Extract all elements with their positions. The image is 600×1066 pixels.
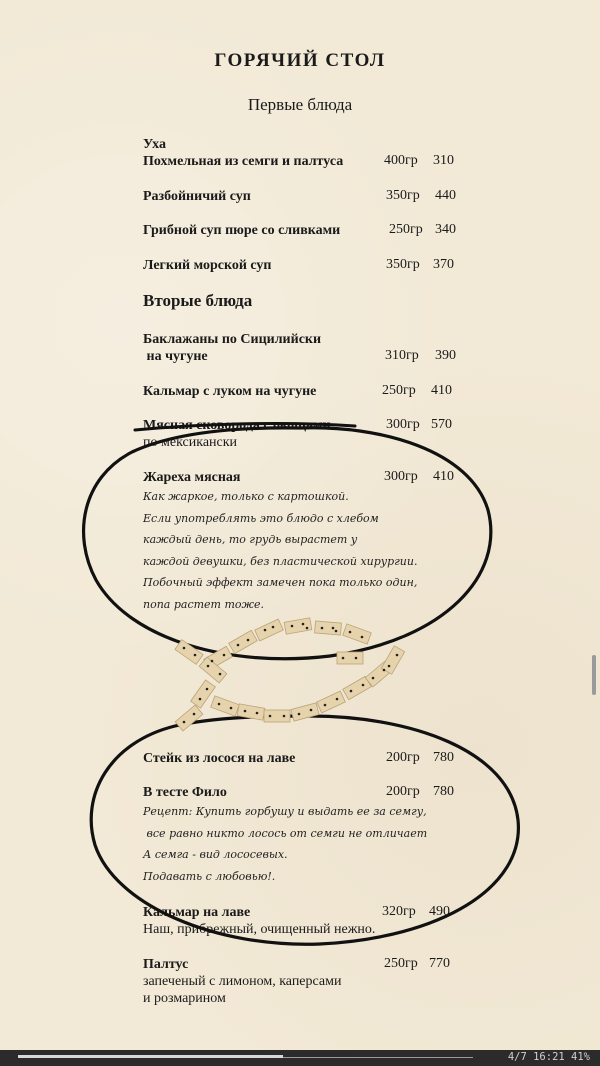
section-heading-second-courses: Вторые блюда — [143, 291, 253, 310]
domino-tile — [211, 696, 240, 716]
handwritten-note-line: каждой девушки, без пластической хирургии. — [143, 554, 418, 568]
handwritten-note-line: Если употреблять это блюдо с хлебом — [143, 511, 379, 525]
menu-item-name: Баклажаны по Сицилийски — [143, 332, 322, 347]
domino-tile — [317, 691, 346, 713]
menu-item-weight: 350гр — [386, 257, 420, 272]
domino-tile — [175, 705, 203, 731]
domino-tile — [175, 640, 203, 665]
domino-tile — [199, 657, 227, 683]
handwritten-note-line: попа растет тоже. — [143, 597, 265, 611]
domino-tile — [191, 680, 216, 708]
menu-item-price: 410 — [433, 469, 454, 484]
menu-item-description: по мексикански — [143, 435, 238, 450]
menu-item-price: 440 — [435, 188, 456, 203]
menu-item-price: 780 — [433, 784, 454, 799]
domino-fish-drawing — [175, 618, 405, 731]
menu-item-name: Жареха мясная — [143, 470, 241, 485]
domino-tile — [315, 621, 342, 635]
menu-item-name: Разбойничий суп — [143, 189, 251, 204]
domino-tile — [204, 646, 233, 669]
menu-item-name: Легкий морской суп — [143, 258, 272, 273]
handwritten-note-line: Побочный эффект замечен пока только один, — [143, 576, 418, 589]
menu-item-price: 340 — [435, 222, 456, 237]
menu-item-price: 410 — [431, 383, 452, 398]
menu-item-price: 490 — [429, 904, 450, 919]
menu-item-name: Кальмар с луком на чугуне — [143, 384, 317, 399]
menu-item-weight: 250гр — [382, 383, 416, 398]
menu-item-name: Мясная сковорода с овощами — [143, 418, 331, 433]
menu-item-description: Наш, прибрежный, очищенный нежно. — [143, 922, 376, 937]
menu-item-description: запеченый с лимоном, каперсами — [143, 974, 342, 989]
menu-item-weight: 350гр — [386, 188, 420, 203]
menu-item-name: Стейк из лосося на лаве — [143, 751, 296, 766]
section-heading-first-courses: Первые блюда — [247, 95, 353, 114]
handwritten-note-line: Рецепт: Купить горбушу и выдать ее за семгу, — [143, 805, 427, 818]
menu-item-description-line2: и розмарином — [143, 991, 226, 1006]
domino-tile — [343, 676, 372, 699]
domino-tile — [337, 652, 363, 664]
domino-pips — [183, 623, 399, 724]
menu-item-weight: 250гр — [389, 222, 423, 237]
menu-item-price: 390 — [435, 348, 456, 363]
domino-tile — [255, 619, 284, 641]
menu-item-price: 370 — [433, 257, 454, 272]
domino-tile — [291, 703, 319, 721]
menu-item-weight: 200гр — [386, 784, 420, 799]
page-title: ГОРЯЧИЙ СТОЛ — [214, 50, 386, 71]
domino-tile — [284, 618, 312, 634]
page-scroll-thumb[interactable] — [18, 1055, 283, 1058]
handwritten-note-zhareha — [143, 486, 417, 615]
menu-item-weight: 320гр — [382, 904, 416, 919]
menu-item-weight: 200гр — [386, 750, 420, 765]
handwritten-note-line: каждый день, то грудь вырастет у — [143, 533, 358, 546]
menu-item-price: 780 — [433, 750, 454, 765]
handwritten-note-line: А семга - вид лососевых. — [143, 848, 288, 861]
menu-item-name-line2: на чугуне — [143, 349, 208, 364]
menu-item-weight: 300гр — [386, 417, 420, 432]
menu-item-weight: 400гр — [384, 153, 418, 168]
domino-tile — [264, 710, 290, 722]
menu-item-name: Кальмар на лаве — [143, 905, 251, 920]
menu-item-price: 770 — [429, 956, 450, 971]
domino-tile — [237, 704, 265, 720]
menu-item-name: В тесте Фило — [143, 785, 227, 800]
menu-item-weight: 300гр — [384, 469, 418, 484]
handwritten-note-filo — [143, 801, 427, 887]
handwritten-note-line: Как жаркое, только с картошкой. — [143, 490, 349, 503]
menu-item-weight: 250гр — [384, 956, 418, 971]
menu-item-price: 570 — [431, 417, 452, 432]
domino-tile — [365, 661, 393, 687]
menu-item-name: Палтус — [143, 957, 189, 972]
menu-item-name: Грибной суп пюре со сливками — [143, 223, 341, 238]
viewer-status-bar — [0, 1050, 600, 1066]
domino-tile — [381, 646, 404, 675]
status-readout: 4/7 16:21 41% — [507, 1051, 590, 1063]
side-panel-handle[interactable] — [592, 655, 596, 695]
domino-tile — [229, 630, 258, 653]
menu-item-name-line2: Похмельная из семги и палтуса — [143, 154, 344, 169]
handwritten-note-line: все равно никто лосось от семги не отличает — [143, 826, 428, 840]
domino-tile — [343, 624, 372, 644]
menu-item-name: Уха — [143, 137, 166, 152]
menu-item-price: 310 — [433, 153, 454, 168]
handwritten-note-line: Подавать с любовью!. — [143, 869, 276, 883]
menu-item-weight: 310гр — [385, 348, 419, 363]
